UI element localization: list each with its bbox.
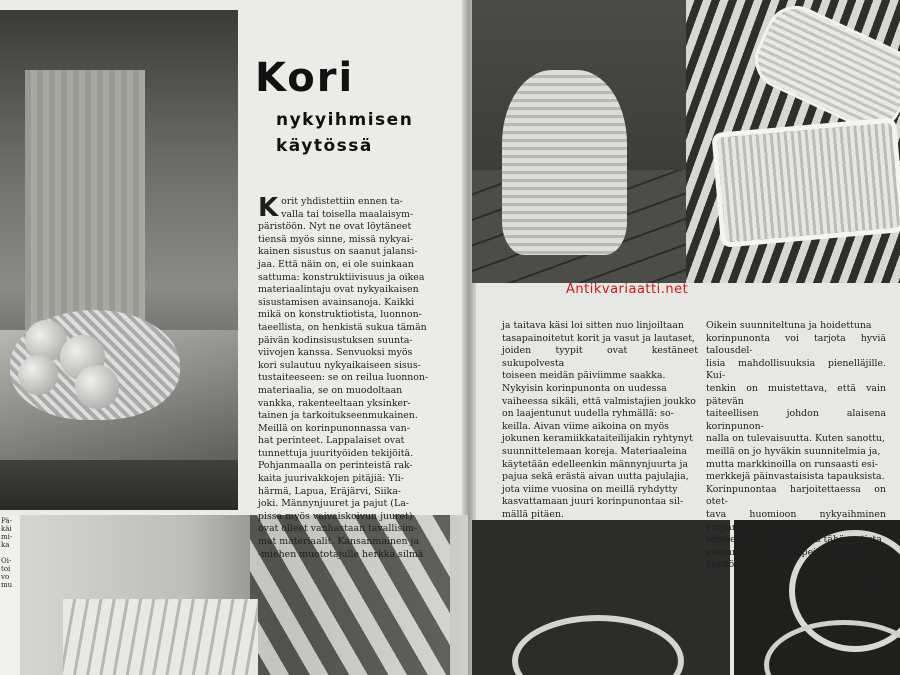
column-1-text: orit yhdistettiin ennen ta- valla tai toisella maalaisym- päristöön. Nyt ne ovat löytäneet tiensä myös sinne, missä nykyai- kainen sisustus on saanut jalansi- jaa. Että näin on, ei ole suinkaan sattuma: konstruktiivisuus ja oikea materiaalintaju ovat nykyaikaisen sisustamisen avainsanoja. Kaikki mikä on konstruktiotista, luonnon- taeellista, on henkistä sukua tämän päivän kodinsisustuksen suunta- viivojen kanssa. Senvuoksi myös kori sulautuu nykyaikaiseen sisus- tustaiteeseen: se on reilua luonnon- materiaalia, se on muodoltaan vankka, rakenteeltaan yksinker- tainen ja tarkoitukseenmukainen. Meillä on korinpunonnassa van- hat perinteet. Lappalaiset ovat tunnettuja juurityöiden tekijöitä. Pohjanmaalla on perinteistä rak- kaita juurivakkojen pitäjiä: Yli- härmä, Lapua, Eräjärvi, Siika- joki. Männynjuuret ja pajut (La- pissa myös vaivaiskoivun juuret) ovat olleet vanhastaan tavallisim- mat materiaalit. Kansanmainen ja -miehen muototajulle herkkä silmä — [258, 196, 429, 560]
side-caption-strip — [0, 515, 20, 675]
text-column-1 — [258, 193, 454, 561]
text-column-3 — [706, 320, 886, 588]
photo-basket-dark — [472, 520, 730, 675]
fruit — [18, 355, 58, 395]
basket-outline — [512, 615, 684, 675]
basket-rim — [764, 620, 900, 675]
watermark-text: Antikvariaatti.net — [566, 282, 689, 297]
photo-lidded-hamper — [472, 0, 694, 283]
text-column-2 — [502, 320, 698, 522]
author-signature: A. S. — [864, 575, 886, 587]
wicker-hamper — [502, 70, 627, 255]
article-subtitle-line-2: käytössä — [276, 136, 373, 156]
rectangular-tray — [711, 117, 900, 248]
column-2-text: ja taitava käsi loi sitten nuo linjoiltaan tasapainoitetut korit ja vasut ja lautaset, joiden tyypit ovat kestäneet sukupolvesta toiseen meidän päiviimme saakka. Nykyisin korinpunonta on uudessa vaiheessa sikäli, että valmistajien joukko on laajentunut uudella ryhmällä: so- keilla. Aivan viime aikoina on myös jokunen keramiikkataiteilijakin ryhtynyt suunnittelemaan koreja. Materiaaleina käytetään edelleenkin männynjuurta ja pajua sekä erästä aivan uutta pajulajia, jota viime vuosina on meillä ryhdytty kasvattamaan juuri korinpunontaa sil- mällä pitäen. — [502, 320, 698, 520]
photo-fruit-basket-on-shelf — [0, 10, 238, 510]
side-caption-text: Pä- käi mi- ka Oi- toi vo mu — [1, 517, 13, 589]
wood-panel — [25, 70, 145, 330]
article-subtitle-line-1: nykyihmisen — [276, 110, 414, 130]
woven-box — [63, 599, 258, 675]
drop-cap: K — [258, 193, 279, 223]
article-title: Kori — [255, 55, 355, 101]
column-3-text: Oikein suunniteltuna ja hoidettuna korinpunonta voi tarjota hyviä talousdel- lisia mahdollisuuksia pienelläjille. Kui- tenkin on muistettava, että vain pätevän taiteellisen johdon alaisena korinpunon- nalla on tulevaisuutta. Kuten sanottu, meillä on jo hyväkin suunnitelmia ja, mutta markkinoilla on runsaasti esi- merkkejä päinvastaisista tapauksista. Korinpunontaa harjoitettaessa on otet- tava huomioon nykyaihminen ympäris- töineen ja suunniteltava tähänastista enemmän hänen tarpeitaan vastaavia koritöitä. — [706, 320, 886, 571]
fruit — [75, 365, 119, 409]
photo-wicker-trays — [686, 0, 900, 283]
